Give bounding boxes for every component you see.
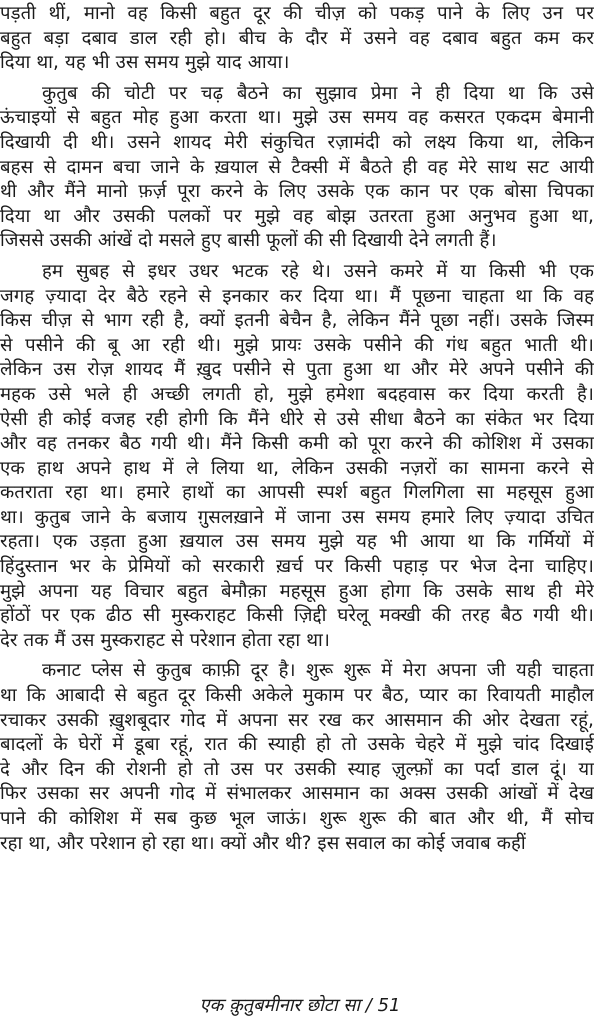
paragraph [0, 2, 594, 76]
paragraph [0, 659, 594, 856]
text-line: दे और दिन की रोशनी हो तो उस पर उसकी स्याह ज़ुल्फ़ों का पर्दा डाल दूं। या [0, 758, 594, 780]
text-line: कनाट प्लेस से कुतुब काफ़ी दूर है। शुरू शुरू में मेरा अपना जी यही चाहता [42, 660, 594, 682]
text-line: फिर उसका सर अपनी गोद में संभालकर आसमान का अक्स उसकी आंखों में देख [0, 783, 594, 805]
text-line: ऐसी ही कोई वजह रही होगी कि मैंने धीरे से उसे सीधा बैठने का संकेत भर दिया [0, 408, 594, 430]
paragraph [0, 82, 594, 254]
text-line: कतराता रहा था। हमारे हाथों का आपसी स्पर्श बहुत गिलगिला सा महसूस हुआ [0, 482, 594, 504]
text-line: जिससे उसकी आंखें दो मसले हुए बासी फूलों की सी दिखायी देने लगती हैं। [0, 230, 497, 252]
text-line: होंठों पर एक ढीठ सी मुस्कराहट किसी ज़िद्दी घरेलू मक्खी की तरह बैठ गयी थी। [0, 605, 594, 627]
text-line: महक उसे भले ही अच्छी लगती हो, मुझे हमेशा बदहवास कर दिया करती है। [0, 383, 594, 405]
text-line: लेकिन उस रोज़ शायद मैं ख़ुद पसीने से पुता हुआ था और मेरे अपने पसीने की [0, 359, 594, 381]
text-line: बहस से दामन बचा जाने के ख़याल से टैक्सी में बैठते ही वह मेरे साथ सट आयी [0, 156, 594, 178]
text-line: रचाकर उसकी ख़ुशबूदार गोद में अपना सर रख कर आसमान की ओर देखता रहूं, [0, 709, 594, 731]
text-line: किस चीज़ से भाग रही है, क्यों इतनी बेचैन है, लेकिन मैंने पूछा नहीं। उसके जिस्म [0, 310, 594, 332]
text-line: देर तक मैं उस मुस्कराहट से परेशान होता रहा था। [0, 629, 331, 651]
text-line: रहा था, और परेशान हो रहा था। क्यों और थी? इस सवाल का कोई जवाब कहीं [0, 832, 526, 854]
text-line: पड़ती थीं, मानो वह किसी बहुत दूर की चीज़ को पकड़ पाने के लिए उन पर [0, 3, 594, 24]
page-body-text [0, 2, 594, 856]
text-line: से पसीने की बू आ रही थी। मुझे प्रायः उसके पसीने की गंध बहुत भाती थी। [0, 334, 594, 356]
text-line: दिया था, यह भी उस समय मुझे याद आया। [0, 52, 290, 74]
text-line: था कि आबादी से बहुत दूर किसी अकेले मुकाम पर बैठ, प्यार का रिवायती माहौल [0, 685, 594, 707]
text-line: कुतुब की चोटी पर चढ़ बैठने का सुझाव प्रेमा ने ही दिया था कि उसे [42, 82, 594, 104]
text-line: रहता। एक उड़ता हुआ ख़याल उस समय मुझे यह भी आया था कि गर्मियों में [0, 531, 594, 553]
text-line: थी और मैंने मानो फ़र्ज़ पूरा करने के लिए उसके एक कान पर एक बोसा चिपका [0, 181, 594, 203]
text-line: बादलों के घेरों में डूबा रहूं, रात की स्याही हो तो उसके चेहरे में मुझे चांद दिखाई [0, 734, 594, 756]
text-line: ऊंचाइयों से बहुत मोह हुआ करता था। मुझे उस समय वह कसरत एकदम बेमानी [0, 107, 594, 129]
paragraph [0, 260, 594, 654]
text-line: हम सुबह से इधर उधर भटक रहे थे। उसने कमरे में या किसी भी एक [42, 260, 594, 282]
text-line: एक हाथ अपने हाथ में ले लिया था, लेकिन उसकी नज़रों का सामना करने से [0, 457, 594, 479]
text-line: और वह तनकर बैठ गयी थी। मैंने किसी कमी को पूरा करने की कोशिश में उसका [0, 433, 594, 455]
text-line: मुझे अपना यह विचार बहुत बेमौक़ा महसूस हुआ होगा कि उसके साथ ही मेरे [0, 580, 594, 602]
text-line: दिया था और उसकी पलकों पर मुझे वह बोझ उतरता हुआ अनुभव हुआ था, [0, 205, 594, 227]
text-line: बहुत बड़ा दबाव डाल रही हो। बीच के दौर में उसने वह दबाव बहुत कम कर [0, 27, 594, 49]
text-line: था। कुतुब जाने के बजाय ग़ुसलख़ाने में जाना उस समय हमारे लिए ज़्यादा उचित [0, 506, 594, 528]
text-line: हिंदुस्तान भर के प्रेमियों को सरकारी ख़र्च पर किसी पहाड़ पर भेज देना चाहिए। [0, 556, 594, 578]
text-line: पाने की कोशिश में सब कुछ भूल जाऊं। शुरू शुरू की बात और थी, मैं सोच [0, 808, 594, 829]
text-line: दिखायी दी थी। उसने शायद मेरी संकुचित रज़ामंदी को लक्ष्य किया था, लेकिन [0, 131, 594, 153]
text-line: जगह ज़्यादा देर बैठे रहने से इनकार कर दिया था। मैं पूछना चाहता था कि वह [0, 285, 594, 307]
page-footer: एक क़ुतुबमीनार छोटा सा / 51 [199, 995, 401, 1016]
